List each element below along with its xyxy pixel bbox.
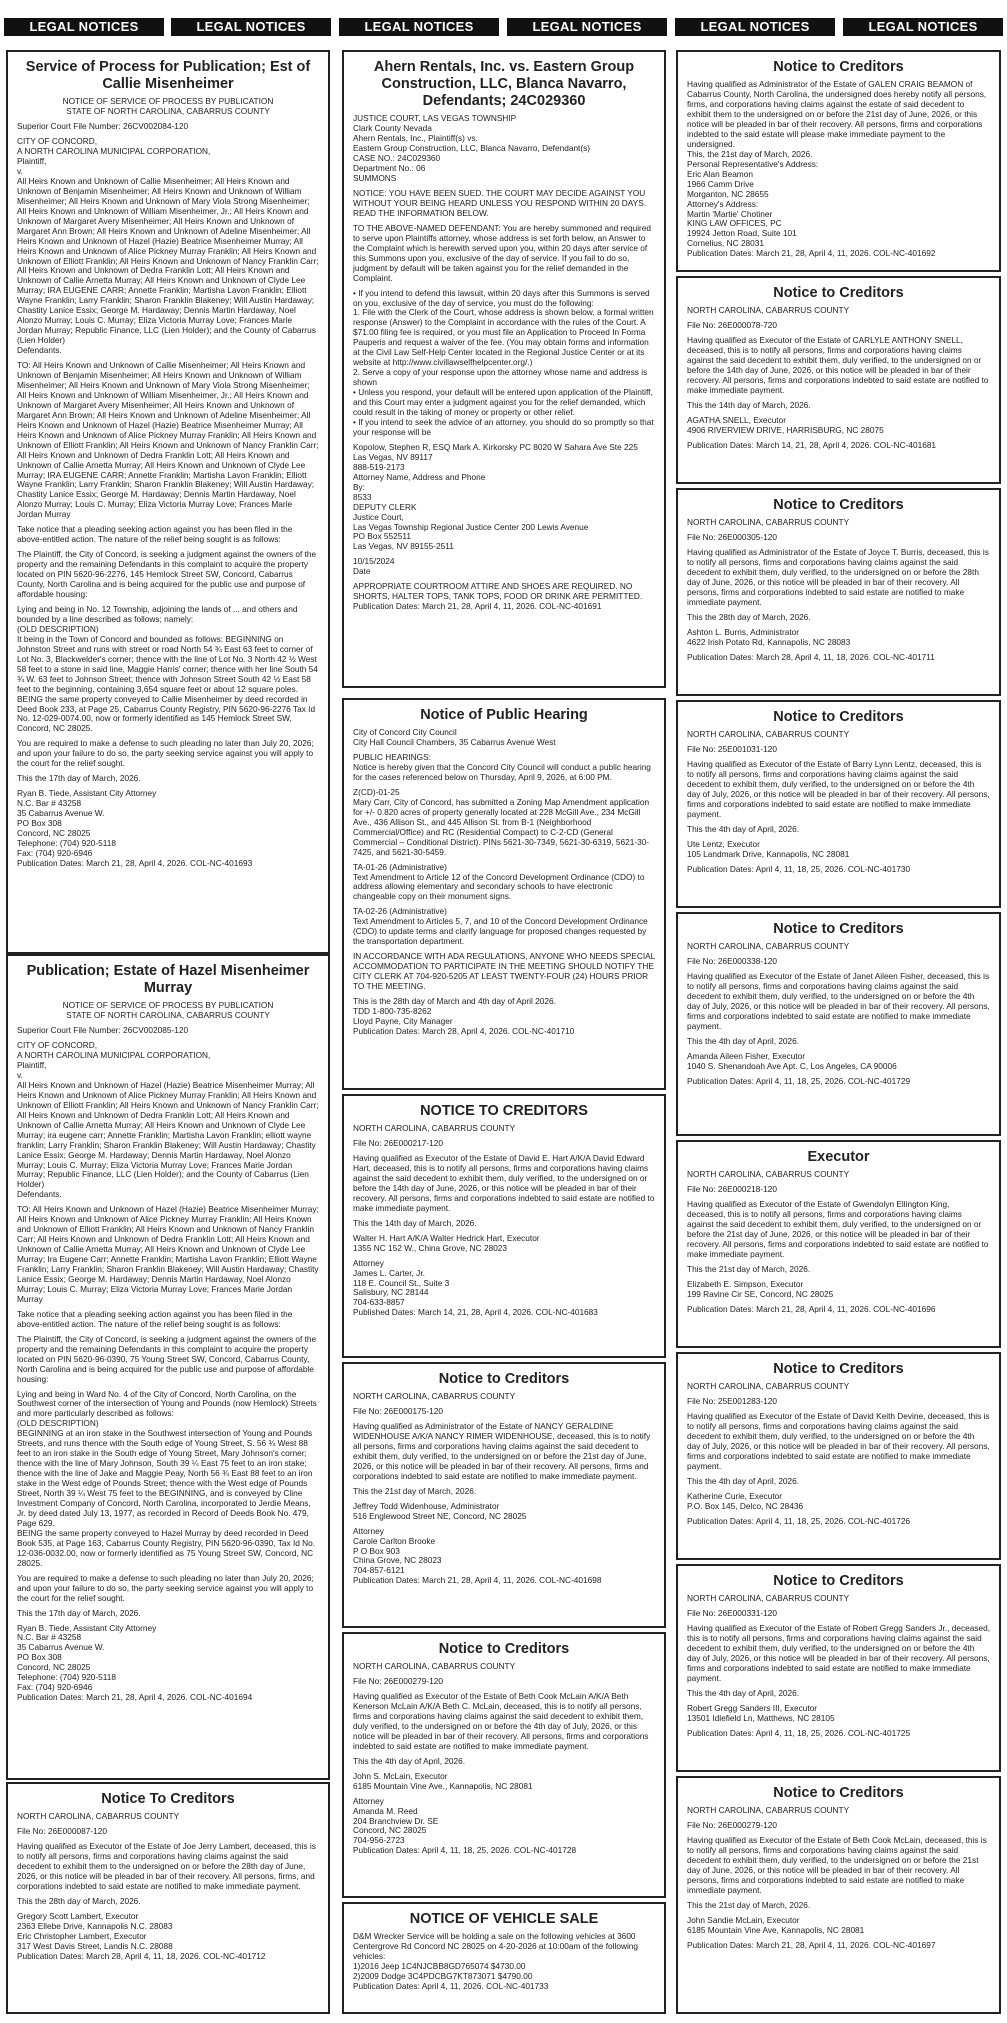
notice-box (342, 1094, 666, 1358)
notice-paragraph: APPROPRIATE COURTROOM ATTIRE AND SHOES ARE REQUIRED. NO SHORTS, HALTER TOPS, TANK TOPS, FOOD OR DRINK ARE PERMITTED. Publication Dates: March 21, 28, April 4, 11, 2026. COL-NC-401691 (353, 581, 643, 612)
notice-paragraph: This the 14th day of March, 2026. (687, 399, 811, 410)
notice-paragraph: Having qualified as Administrator of the Estate of GALEN CRAIG BEAMON of Cabarrus County, North Carolina, the undersigned does hereby notify all persons, firms, and corporations having claims against the estate of said decedent to exhibit them to the undersigned on or before the 21st day of June, 2026, or this notice will be pleaded in bar of their recovery. All persons, firms and corporations indebted to the said estate will please make immediate payment to the undersigned. This, the 21st day of March, 2026. Personal Representative's Address: Eric Alan Beamon 1966 Camm Drive Morganton, NC 28655 Attorney's Address: Martin 'Martie' Chotiner KING LAW OFFICES, PC 19924 Jetton Road, Suite 101 Cornelius, NC 28031 Publication Dates: March 21, 28, April 4, 11, 2026. COL-NC-401692 (687, 79, 987, 259)
notice-paragraph: Elizabeth E. Simpson, Executor 199 Ravine Cir SE, Concord, NC 28025 (687, 1278, 834, 1299)
section-header: LEGAL NOTICES (843, 18, 1003, 36)
notice-file-number: File No: 25E001283-120 (687, 1396, 777, 1407)
notice-paragraph: Gregory Scott Lambert, Executor 2363 Ellebe Drive, Kannapolis N.C. 28083 Eric Christopher Lambert, Executor 317 West Davis Street, Landis N.C. 28088 Publication Dates: March 28, April 4, 11, 18, 2026. COL-NC-401712 (17, 1910, 266, 1961)
notice-paragraph: Ute Lentz, Executor 105 Landmark Drive, Kannapolis, NC 28081 (687, 838, 850, 859)
notice-jurisdiction: NORTH CAROLINA, CABARRUS COUNTY (353, 1661, 516, 1672)
notice-title: Notice to Creditors (773, 59, 904, 75)
notice-paragraph: This the 21st day of March, 2026. (687, 1263, 811, 1274)
notice-file-number: File No: 25E001031-120 (687, 744, 777, 755)
section-header: LEGAL NOTICES (4, 18, 164, 36)
notice-jurisdiction: NORTH CAROLINA, CABARRUS COUNTY (353, 1391, 516, 1402)
notice-paragraph: Having qualified as Executor of the Estate of David E. Hart A/K/A David Edward Hart, deceased, this is to notify all persons, firms and corporations having claims against the said decedent to exhibit them, duly verified, to the undersigned on or before the 14th day of June, 2026, or this notice will be pleaded in bar of their recovery. All persons, firms and corporations indebted to said estate are notified to make immediate payment. (353, 1153, 655, 1213)
notice-paragraph: Kopolow, Stephen R, ESQ Mark A. Kirkorsky PC 8020 W Sahara Ave Ste 225 Las Vegas, NV 89117 888-519-2173 Attorney Name, Address and Phone By: 8533 DEPUTY CLERK Justice Court, Las Vegas Township Regional Justice Center 200 Lewis Avenue PO Box 552511 Las Vegas, NV 89155-2511 (353, 441, 638, 552)
notice-paragraph: CITY OF CONCORD, A NORTH CAROLINA MUNICIPAL CORPORATION, Plaintiff, v. All Heirs Known and Unknown of Callie Misenheimer; All Heirs Known and Unknown of Benjamin Misenheimer; All Heirs Known and Unknown of William Misenheimer; All Heirs Known and Unknown of Mary Viola Strong Misenheimer; All Heirs Known and Unknown of William Misenheimer, Jr.; All Heirs Known and Unknown of Margaret Avery Misenheimer; All Heirs Known and Unknown of Margaret Ann Brown; All Heirs Known and Unknown of Adeline Misenheimer; All Heirs Known and Unknown of Hazel (Hazie) Beatrice Misenheimer Murray; All Heirs Known and Unknown of Alice Pickney Murray Franklin; All Heirs Known and Unknown of Elliott Franklin; All Heirs Known and Unknown of Nancy Franklin Carr; All Heirs Known and Unknown of Dedra Franklin Lott; All Heirs Known and Unknown of Callie Arnetta Murray; All Heirs Known and Unknown of Clyde Lee Murray; IRA EUGENE CARR; Annette Franklin; Martisha Lavon Franklin; Elliott Wayne Franklin; Larry Franklin; Sharon Franklin Blakeney; Will Austin Hardaway; Chastity Lanice Essix; George M. Hardaway; Dennis Martin Hardaway, Noel Alonzo Murray; Louis C. Murray; Eliza Victoria Murray Love; Frances Marie Jordan Murray; Republic Finance, LLC (Lien Holder); and the County of Cabarrus (Lien Holder) Defendants. (17, 136, 319, 356)
notice-box (676, 488, 1001, 696)
notice-paragraph: This the 28th day of March, 2026. (17, 1895, 141, 1906)
notice-title: Service of Process for Publication; Est of Callie Misenheimer (25, 59, 311, 93)
notice-title: Ahern Rentals, Inc. vs. Eastern Group Construction, LLC, Blanca Navarro, Defendants; 24C029360 (373, 59, 635, 110)
section-header: LEGAL NOTICES (171, 18, 331, 36)
notice-box (676, 1564, 1001, 1772)
notice-paragraph: This the 4th day of April, 2026. (353, 1755, 466, 1766)
notice-box (6, 1782, 330, 2014)
notice-paragraph: Having qualified as Administrator of the Estate of Joyce T. Burris, deceased, this is to notify all persons, firms and corporations having claims against the said decedent to exhibit them, duly verified, to the undersigned on or before the 28th day of June, 2026, or this notice will be pleaded in bar of their recovery. All persons, firms and corporations indebted to said estate are notified to make immediate payment. (687, 547, 989, 607)
notice-jurisdiction: NORTH CAROLINA, CABARRUS COUNTY (687, 1805, 850, 1816)
notice-box (342, 1902, 666, 2014)
notice-paragraph: This the 4th day of April, 2026. (687, 823, 800, 834)
notice-paragraph: Publication Dates: March 28, April 4, 11, 18, 2026. COL-NC-401711 (687, 651, 935, 662)
notice-paragraph: NOTICE: YOU HAVE BEEN SUED. THE COURT MAY DECIDE AGAINST YOU WITHOUT YOUR BEING HEARD UNLESS YOU RESPOND WITHIN 20 DAYS. READ THE INFORMATION BELOW. (353, 188, 647, 218)
notice-paragraph: Attorney Amanda M. Reed 204 Branchview Dr. SE Concord, NC 28025 704-956-2723 Publication Dates: April 4, 11, 18, 25, 2026. COL-NC-401728 (353, 1795, 577, 1856)
notice-paragraph: Publication Dates: March 14, 21, 28, April 4, 2026. COL-NC-401681 (687, 439, 937, 450)
notice-paragraph: Having qualified as Executor of the Estate of Robert Gregg Sanders Jr., deceased, this is to notify all persons, firms and corporations having claims against the said decedent to exhibit them, duly verified, to the undersigned on or before the 4th day of July, 2026, or this notice will be pleaded in bar of their recovery. All persons, firms and corporations indebted to said estate are notified to make immediate payment. (687, 1623, 991, 1683)
notice-jurisdiction: NORTH CAROLINA, CABARRUS COUNTY (687, 1381, 850, 1392)
notice-title: NOTICE TO CREDITORS (420, 1103, 588, 1119)
notice-paragraph: Having qualified as Executor of the Estate of Beth Cook McLain, deceased, this is to notify all persons, firms and corporations having claims against the said decedent to exhibit them, duly verified, to the undersigned on or before the 21st day of June, 2026, or this notice will be pleaded in bar of their recovery. All persons, firms and corporations indebted to said estate are notified to make immediate payment. (687, 1835, 987, 1895)
notice-paragraph: This the 17th day of March, 2026. (17, 773, 141, 784)
notice-paragraph: Amanda Aileen Fisher, Executor 1040 S. Shenandoah Ave Apt. C, Los Angeles, CA 90006 (687, 1050, 897, 1071)
notice-paragraph: Lying and being in No. 12 Township, adjoining the lands of ... and others and bounded by a line described as follows; namely: (OLD DESCRIPTION) It being in the Town of Concord and bounded as follows: BEGINNING on Johnston Street and runs with street or road North 54 ¾ East 63 feet to corner of Lot No. 3, Blackwelder's corner; thence with the line of Lot No. 3 North 42 ½ West 58 feet to a stone in said line, Maggie Harris' corner; thence with her line South 54 ¾ W. 63 feet to Johnson Street; thence with Johnson Street South 42 ½ East 58 feet to the beginning, containing 3,654 square feet or about 12 square poles. BEING the same property conveyed to Callie Misenheimer by deed recorded in Deed Book 233, at Page 25, Cabarrus County Registry, PIN 5620-96-2276 Tax Id No. 12-029-0074.00, now or formerly identified as 145 Hemlock Street SW, Concord, NC 28025. (17, 603, 318, 734)
notice-paragraph: TA-02-26 (Administrative) Text Amendment to Articles 5, 7, and 10 of the Concord Development Ordinance (CDO) to update terms and clarify language for proposed changes requested by the transportation department. (353, 906, 648, 947)
notice-paragraph: Lying and being in Ward No. 4 of the City of Concord, North Carolina, on the Southwest corner of the intersection of Young and Pounds (now Hemlock) Streets and more particularly described as follows: (OLD DESCRIPTION) BEGINNING at an iron stake in the Southwest intersection of Young and Pounds Streets, and runs thence with the South edge of Young Street, S. 56 ¾ West 88 feet to an iron stake in the South edge of Young Street, Mary Johnson's corner; thence with the line of Mary Johnson, South 39 ¼ East 75 feet to an iron stake; thence with the line of Jake and Maggie Peay, North 56 ¾ East 88 feet to an iron stake in the West edge of Pounds Street; thence with the West edge of Pounds Street, North 39 ¼ West 75 feet to the BEGINNING, and is conveyed by Cline Investment Company of Concord, North Carolina, incorporated to Jerdie Means, Jr. by deed dated July 13, 1977, as recorded in Record of Deeds Book No. 479, Page 629. BEING the same property conveyed to Hazel Murray by deed recorded in Deed Book 535, at Page 163, Cabarrus County Registry, PIN 5620-96-0390, Tax Id No. 12-036-0032.00, now or formerly identified as 75 Young Street SW, Concord, NC 28025. (17, 1388, 317, 1568)
notice-jurisdiction: NORTH CAROLINA, CABARRUS COUNTY (687, 941, 850, 952)
notice-paragraph: The Plaintiff, the City of Concord, is seeking a judgment against the owners of the property and the remaining Defendants in this complaint to acquire the property located on PIN 5620-96-2276, 145 Hemlock Street SW, Concord, Cabarrus County, North Carolina and is being acquired for the public use and purpose of affordable housing: (17, 549, 317, 600)
notice-title: Notice to Creditors (773, 285, 904, 301)
notice-title: Notice to Creditors (438, 1371, 570, 1387)
notice-paragraph: Having qualified as Executor of the Estate of CARLYLE ANTHONY SNELL, deceased, this is to notify all persons, firms and corporations having claims against the said decedent to exhibit them, duly verified, to the undersigned on or before the 14th day of June, 2026, or this notice will be pleaded in bar of their recovery. All persons, firms and corporations indebted to said estate are notified to make immediate payment. (687, 335, 989, 395)
notice-paragraph: This the 4th day of April, 2026. (687, 1687, 800, 1698)
notice-title: Notice to Creditors (773, 1785, 904, 1801)
notice-box (342, 1632, 666, 1898)
notice-paragraph: Having qualified as Executor of the Estate of Beth Cook McLain A/K/A Beth Kenerson McLain A/K/A Beth C. McLain, deceased, this is to notify all persons, firms and corporations having claims against the said decedent to exhibit them, duly verified, to the undersigned on or before the 4th day of July, 2026, or this notice will be pleaded in bar of their recovery. All persons, firms and corporations indebted to said estate are notified to make immediate payment. (353, 1691, 649, 1751)
notice-paragraph: Publication Dates: April 4, 11, 18, 25, 2026. COL-NC-401730 (687, 863, 911, 874)
notice-paragraph: John Sandie McLain, Executor 6185 Mountain Vine Ave, Kannapolis, NC 28081 (687, 1914, 865, 1935)
notice-subtitle: NOTICE OF SERVICE OF PROCESS BY PUBLICATION STATE OF NORTH CAROLINA, CABARRUS COUNTY (62, 1000, 274, 1021)
notice-paragraph: This the 14th day of March, 2026. (353, 1217, 477, 1228)
notice-paragraph: Superior Court File Number: 26CV002085-120 (17, 1025, 189, 1036)
notice-paragraph: Ryan B. Tiede, Assistant City Attorney N.C. Bar # 43258 35 Cabarrus Avenue W. PO Box 308 Concord, NC 28025 Telephone: (704) 920-5118 Fax: (704) 920-6946 Publication Dates: March 21, 28, April 4, 2026. COL-NC-401694 (17, 1622, 253, 1703)
notice-box (676, 276, 1001, 484)
notice-box (342, 698, 666, 1090)
notice-title: NOTICE OF VEHICLE SALE (409, 1911, 599, 1927)
notice-file-number: File No: 26E000338-120 (687, 956, 777, 967)
notice-file-number: File No: 26E000087-120 (17, 1826, 107, 1837)
notice-paragraph: D&M Wrecker Service will be holding a sale on the following vehicles at 3600 Centergrove Rd Concord NC 28025 on 4-20-2026 at 10:00am of the following vehicles: 1)2016 Jeep 1C4NJCBB8GD765074 $4730.00 2)2009 Dodge 3C4PDCBG7KT873071 $4790.00 Publication Dates: April 4, 11, 2026. COL-NC-401733 (353, 1931, 639, 1991)
notice-box (676, 1140, 1001, 1348)
notice-jurisdiction: NORTH CAROLINA, CABARRUS COUNTY (17, 1811, 180, 1822)
notice-title: Notice to Creditors (438, 1641, 570, 1657)
notice-paragraph: Publication Dates: March 21, 28, April 4, 11, 2026. COL-NC-401697 (687, 1939, 936, 1950)
notice-title: Notice to Creditors (773, 497, 904, 513)
notice-title: Publication; Estate of Hazel Misenheimer Murray (26, 963, 310, 997)
notice-paragraph: This the 21st day of March, 2026. (353, 1485, 477, 1496)
notice-paragraph: Publication Dates: April 4, 11, 18, 25, 2026. COL-NC-401726 (687, 1515, 911, 1526)
notice-title: Notice to Creditors (773, 1361, 904, 1377)
notice-jurisdiction: NORTH CAROLINA, CABARRUS COUNTY (687, 517, 850, 528)
notice-paragraph: PUBLIC HEARINGS: Notice is hereby given that the Concord City Council will conduct a public hearing for the cases referenced below on Thursday, April 9, 2026, at 6:00 PM. (353, 752, 651, 782)
notice-box (676, 1776, 1001, 2014)
notice-paragraph: John S. McLain, Executor 6185 Mountain Vine Ave., Kannapolis, NC 28081 (353, 1770, 533, 1791)
notice-file-number: File No: 26E000279-120 (687, 1820, 777, 1831)
notice-title: Executor (807, 1149, 870, 1165)
notice-file-number: File No: 26E000218-120 (687, 1184, 777, 1195)
notice-paragraph: TO: All Heirs Known and Unknown of Hazel (Hazie) Beatrice Misenheimer Murray; All Heirs Known and Unknown of Alice Pickney Murray Franklin; All Heirs Known and Unknown of Elliott Franklin; All Heirs Known and Unknown of Nancy Franklin Carr; All Heirs Known and Unknown of Dedra Franklin Lott; All Heirs Known and Unknown of Callie Arnetta Murray; All Heirs Known and Unknown of Clyde Lee Murray; Ira Eugene Carr; Annette Franklin; Martisha Lavon Franklin; Elliott Wayne Franklin; Larry Franklin; Sharon Franklin Blakeney; Will Austin Hardaway; Chastity Lanice Essix; George M. Hardaway; Dennis Martin Hardaway, Noel Alonzo Murray; Louis C. Murray; Eliza Victoria Murray Love; Frances Marie Jordan Murray (17, 1204, 319, 1304)
notice-paragraph: Having qualified as Executor of the Estate of Gwendolyn Ellington King, deceased, this is to notify all persons, firms and corporations having claims against the said decedent to exhibit them, duly verified, to the undersigned on or before the 21st day of June, 2026, or this notice will be pleaded in bar of their recovery. All persons, firms and corporations indebted to said estate are notified to make immediate payment. (687, 1199, 989, 1259)
notice-paragraph: Attorney James L. Carter, Jr. 118 E. Council St., Suite 3 Salisbury, NC 28144 704-633-8857 Published Dates: March 14, 21, 28, April 4, 2026. COL-NC-401683 (353, 1257, 598, 1318)
notice-paragraph: This is the 28th day of March and 4th day of April 2026. TDD 1-800-735-8262 Lloyd Payne, City Manager Publication Dates: March 28, April 4, 2026. COL-NC-401710 (353, 995, 575, 1036)
notice-paragraph: Ryan B. Tiede, Assistant City Attorney N.C. Bar # 43258 35 Cabarrus Avenue W. PO Box 308 Concord, NC 28025 Telephone: (704) 920-5118 Fax: (704) 920-6946 Publication Dates: March 21, 28, April 4, 2026. COL-NC-401693 (17, 788, 253, 868)
notice-paragraph: Jeffrey Todd Widenhouse, Administrator 516 Englewood Street NE, Concord, NC 28025 (353, 1500, 527, 1521)
notice-jurisdiction: NORTH CAROLINA, CABARRUS COUNTY (687, 305, 850, 316)
notice-file-number: File No: 26E000078-720 (687, 320, 777, 331)
notice-file-number: File No: 26E000305-120 (687, 532, 777, 543)
notice-box (342, 50, 666, 688)
section-header: LEGAL NOTICES (675, 18, 835, 36)
notice-jurisdiction: NORTH CAROLINA, CABARRUS COUNTY (687, 1593, 850, 1604)
notice-jurisdiction: NORTH CAROLINA, CABARRUS COUNTY (687, 1169, 850, 1180)
notice-paragraph: 10/15/2024 Date (353, 556, 395, 577)
notice-box (6, 50, 330, 954)
notice-paragraph: This the 4th day of April, 2026. (687, 1035, 800, 1046)
notice-paragraph: TA-01-26 (Administrative) Text Amendment to Article 12 of the Concord Development Ordinance (CDO) to address allowing elementary and secondary schools to have electronic changeable copy on their monument signs. (353, 861, 645, 902)
section-header: LEGAL NOTICES (507, 18, 667, 36)
notice-paragraph: • If you intend to defend this lawsuit, within 20 days after this Summons is served on you, exclusive of the day of service, you must do the following: 1. File with the Clerk of the Court, whose address is shown below, a formal written response (Answer) to the Complaint in accordance with the rules of the Court. A $71.00 filing fee is required, or you must file an Application to Proceed In Forma Pauperis and request a waiver of the fee. (You may obtain forms and information at the Civil Law Self-Help Center located in the Regional Justice Center or at its website at http://www.civillawselfhelpcenter.org/.) 2. Serve a copy of your response upon the attorney whose name and address is shown • Unless you respond, your default will be entered upon application of the Plaintiff, and this Court may enter a judgment against you for the relief demanded, which could result in the taking of money or property or other relief. • If you intend to seek the advice of an attorney, you should do so promptly so that your response will be (353, 287, 654, 437)
notice-jurisdiction: NORTH CAROLINA, CABARRUS COUNTY (353, 1123, 516, 1134)
notice-file-number: File No: 26E000331-120 (687, 1608, 777, 1619)
notice-box (676, 50, 1001, 272)
notice-paragraph: JUSTICE COURT, LAS VEGAS TOWNSHIP Clark County Nevada Ahern Rentals, Inc., Plaintiff(s) vs. Eastern Group Construction, LLC, Blanca Navarro, Defendant(s) CASE NO.: 24C029360 Department No.: 06 SUMMONS (353, 113, 591, 184)
notice-file-number: File No: 26E000279-120 (353, 1676, 443, 1687)
notice-paragraph: This the 28th day of March, 2026. (687, 611, 811, 622)
notice-box (342, 1362, 666, 1628)
notice-paragraph: Walter H. Hart A/K/A Walter Hedrick Hart, Executor 1355 NC 152 W., China Grove, NC 28023 (353, 1232, 540, 1253)
notice-paragraph: Take notice that a pleading seeking action against you has been filed in the above-entitled action. The nature of the relief being sought is as follows: (17, 524, 293, 545)
notice-paragraph: The Plaintiff, the City of Concord, is seeking a judgment against the owners of the property and the remaining Defendants in this complaint to acquire the property located on PIN 5620-96-0390, 75 Young Street SW, Concord, Cabarrus County, North Carolina and is being acquired for the public use and purpose of affordable housing: (17, 1333, 317, 1384)
notice-paragraph: CITY OF CONCORD, A NORTH CAROLINA MUNICIPAL CORPORATION, Plaintiff, v. All Heirs Known and Unknown of Hazel (Hazie) Beatrice Misenheimer Murray; All Heirs Known and Unknown of Alice Pickney Murray Franklin; All Heirs Known and Unknown of Elliott Franklin; All Heirs Known and Unknown of Nancy Franklin Carr; All Heirs Known and Unknown of Dedra Franklin Lott; All Heirs Known and Unknown of Callie Arnetta Murray; All Heirs Known and Unknown of Clyde Lee Murray; ira eugene carr; Annette Franklin; Martisha Lavon Franklin; elliott wayne franklin; Larry Franklin; Sharon Franklin Blakeney; Will Austin Hardaway; Chastity Lanice Essix; George M. Hardaway; Dennis Martin Hardaway, Noel Alonzo Murray; Louis C. Murray; Eliza Victoria Murray Love; Frances Marie Jordan Murray; Republic Finance, LLC (Lien Holder); and the County of Cabarrus (Lien Holder) Defendants. (17, 1040, 319, 1200)
notice-paragraph: Having qualified as Executor of the Estate of David Keith Devine, deceased, this is to notify all persons, firms and corporations having claims against the said decedent to exhibit them, duly verified, to the undersigned on or before the 4th day of July, 2026, or this notice will be pleaded in bar of their recovery. All persons, firms and corporations indebted to said estate are notified to make immediate payment. (687, 1411, 990, 1471)
notice-paragraph: Superior Court File Number: 26CV002084-120 (17, 121, 189, 132)
notice-paragraph: Having qualified as Executor of the Estate of Barry Lynn Lentz, deceased, this is to notify all persons, firms and corporations having claims against the said decedent to exhibit them, duly verified, to the undersigned on or before the 4th day of July, 2026, or this notice will be pleaded in bar of their recovery. All persons, firms and corporations indebted to said estate are notified to make immediate payment. (687, 759, 990, 819)
notice-paragraph: Katherine Curie, Executor P.O. Box 145, Delco, NC 28436 (687, 1490, 804, 1511)
notice-title: Notice to Creditors (773, 1573, 904, 1589)
notice-subtitle: NOTICE OF SERVICE OF PROCESS BY PUBLICATION STATE OF NORTH CAROLINA, CABARRUS COUNTY (62, 96, 274, 117)
notice-paragraph: Having qualified as Administrator of the Estate of NANCY GERALDINE WIDENHOUSE A/K/A NANCY RIMER WIDENHOUSE, deceased, this is to notify all persons, firms and corporations having claims against the said decedent to exhibit them, duly verified, to the undersigned on or before the 21st day of June, 2026, or this notice will be pleaded in bar of their recovery. All persons, firms and corporations indebted to said estate are notified to make immediate payment. (353, 1421, 651, 1481)
notice-box (676, 912, 1001, 1136)
notice-file-number: File No: 26E000175-120 (353, 1406, 443, 1417)
notice-title: Notice to Creditors (773, 709, 904, 725)
notice-box (676, 1352, 1001, 1560)
notice-paragraph: You are required to make a defense to such pleading no later than July 20, 2026; and upon your failure to do so, the party seeking service against you will apply to the court for the relief sought. (17, 1572, 314, 1603)
notice-title: Notice of Public Hearing (420, 707, 588, 723)
notice-file-number: File No: 26E000217-120 (353, 1138, 443, 1149)
notice-title: Notice to Creditors (773, 921, 904, 937)
notice-paragraph: Publication Dates: March 21, 28, April 4, 11, 2026. COL-NC-401696 (687, 1303, 936, 1314)
notice-paragraph: This the 17th day of March, 2026. (17, 1607, 141, 1618)
notice-paragraph: Having qualified as Executor of the Estate of Joe Jerry Lambert, deceased, this is to notify all persons, firms and corporations having claims against the said decedent to exhibit them to the undersigned on or before the 28th day of June, 2026, or this notice will be pleaded in bar of their recovery. All persons, firms, and corporations indebted to said estate are notified to make immediate payment. (17, 1841, 316, 1891)
notice-box (676, 700, 1001, 908)
notice-paragraph: You are required to make a defense to such pleading no later than July 20, 2026; and upon your failure to do so, the party seeking service against you will apply to the court for the relief sought. (17, 738, 314, 769)
notice-box (6, 954, 330, 1780)
notice-paragraph: AGATHA SNELL, Executor 4906 RIVERVIEW DRIVE, HARRISBURG, NC 28075 (687, 414, 884, 435)
notice-paragraph: Robert Gregg Sanders III, Executor 13501 Idlefield Ln, Matthews, NC 28105 (687, 1702, 835, 1723)
notice-paragraph: This the 4th day of April, 2026. (687, 1475, 800, 1486)
notice-paragraph: IN ACCORDANCE WITH ADA REGULATIONS, ANYONE WHO NEEDS SPECIAL ACCOMMODATION TO PARTICIPATE IN THE MEETING SHOULD NOTIFY THE CITY CLERK AT 704-920-5205 AT LEAST TWENTY-FOUR (24) HOURS PRIOR TO THE MEETING. (353, 951, 655, 992)
notice-paragraph: Having qualified as Executor of the Estate of Janet Aileen Fisher, deceased, this is to notify all persons, firms and corporations having claims against the said decedent to exhibit them, duly verified, to the undersigned on or before the 4th day of July, 2026, or this notice will be pleaded in bar of their recovery. All persons, firms and corporations indebted to said estate are notified to make immediate payment. (687, 971, 990, 1031)
notice-paragraph: Publication Dates: April 4, 11, 18, 25, 2026. COL-NC-401725 (687, 1727, 911, 1738)
notice-paragraph: This the 21st day of March, 2026. (687, 1899, 811, 1910)
notice-paragraph: City of Concord City Council City Hall Council Chambers, 35 Cabarrus Avenue West (353, 727, 556, 748)
section-header: LEGAL NOTICES (339, 18, 499, 36)
notice-paragraph: TO: All Heirs Known and Unknown of Callie Misenheimer; All Heirs Known and Unknown of Benjamin Misenheimer; All Heirs Known and Unknown of William Misenheimer; All Heirs Known and Unknown of Mary Viola Strong Misenheimer; All Heirs Known and Unknown of William Misenheimer, Jr.; All Heirs Known and Unknown of Margaret Avery Misenheimer; All Heirs Known and Unknown of Margaret Ann Brown; All Heirs Known and Unknown of Adeline Misenheimer; All Heirs Known and Unknown of Hazel (Hazie) Beatrice Misenheimer Murray; All Heirs Known and Unknown of Alice Pickney Murray Franklin; All Heirs Known and Unknown of Elliott Franklin; All Heirs Known and Unknown of Nancy Franklin Carr; All Heirs Known and Unknown of Dedra Franklin Lott; All Heirs Known and Unknown of Callie Arnetta Murray; All Heirs Known and Unknown of Clyde Lee Murray; IRA EUGENE CARR; Annette Franklin; Martisha Lavon Franklin; Elliott Wayne Franklin; Larry Franklin; Sharon Franklin Blakeney; Will Austin Hardaway; Chastity Lanice Essix; George M. Hardaway; Dennis Martin Hardaway, Noel Alonzo Murray; Louis C. Murray; Eliza Victoria Murray Love; Frances Marie Jordan Murray (17, 360, 319, 520)
notice-title: Notice To Creditors (101, 1791, 235, 1807)
notice-paragraph: Publication Dates: April 4, 11, 18, 25, 2026. COL-NC-401729 (687, 1075, 911, 1086)
notice-paragraph: TO THE ABOVE-NAMED DEFENDANT: You are hereby summoned and required to serve upon Plaintiffs attorney, whose address is set forth below, an Answer to the Complaint which is herewith served upon you, within 20 days after service of this Summons upon you, exclusive of the day of service. If you fail to do so, judgment by default will be taken against you for the relief demanded in the Complaint. (353, 222, 652, 283)
notice-paragraph: Take notice that a pleading seeking action against you has been filed in the above-entitled action. The nature of the relief being sought is as follows: (17, 1308, 293, 1329)
notice-paragraph: Attorney Carole Carlton Brooke P O Box 903 China Grove, NC 28023 704-857-6121 Publication Dates: March 21, 28, April 4, 11, 2026. COL-NC-401698 (353, 1525, 602, 1586)
notice-paragraph: Ashton L. Burris, Administrator 4622 Irish Potato Rd, Kannapolis, NC 28083 (687, 626, 851, 647)
notice-paragraph: Z(CD)-01-25 Mary Carr, City of Concord, has submitted a Zoning Map Amendment application for +/- 0.820 acres of property generally located at 228 McGill Ave., 234 McGill Ave., 436 Allison St., and 445 Allison St. from B-1 (Neighborhood Commercial/Office) and RC (Residential Compact) to C-2-CD (General Commercial – Conditional District). PINs 5621-30-7349, 5621-30-6319, 5621-30-7425, and 5621-30-5459. (353, 786, 650, 857)
notice-jurisdiction: NORTH CAROLINA, CABARRUS COUNTY (687, 729, 850, 740)
